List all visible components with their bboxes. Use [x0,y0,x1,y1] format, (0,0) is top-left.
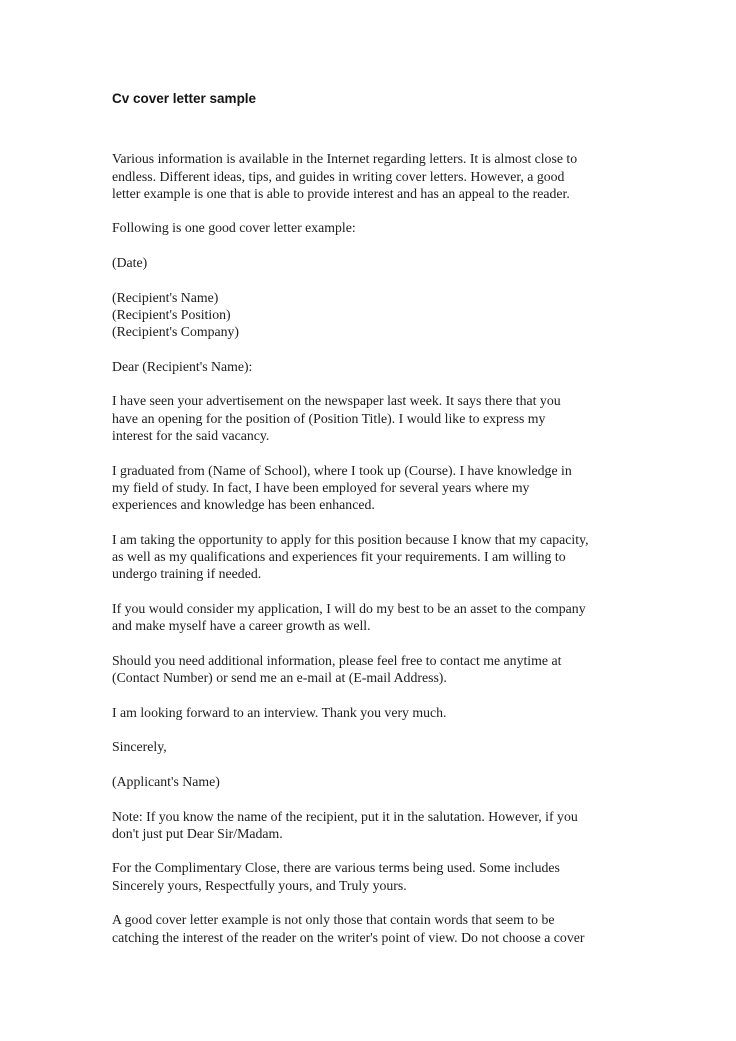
complimentary-close [112,738,652,755]
complimentary-close-tip [112,859,652,894]
text-line: experiences and knowledge has been enhanced. [112,497,375,513]
text-line: Note: If you know the name of the recipient, put it in the salutation. However, if you [112,808,578,824]
text-line: letter example is one that is able to provide interest and has an appeal to the reader. [112,185,570,201]
text-line: I have seen your advertisement on the newspaper last week. It says there that you [112,393,561,409]
text-line: undergo training if needed. [112,566,262,582]
lead-in-paragraph [112,219,652,236]
text-line: Sincerely yours, Respectfully yours, and Truly yours. [112,877,407,893]
text-line: (Recipient's Company) [112,324,240,340]
closing-line [112,704,652,721]
body-paragraph-4 [112,600,652,635]
text-line: For the Complimentary Close, there are various terms being used. Some includes [112,860,560,876]
final-paragraph [112,911,652,946]
text-line: (Contact Number) or send me an e-mail at (E-mail Address). [112,670,447,686]
text-line: don't just put Dear Sir/Madam. [112,825,283,841]
text-line: (Applicant's Name) [112,773,220,789]
text-line: I am looking forward to an interview. Thank you very much. [112,704,447,720]
recipient-block [112,289,652,341]
text-line: interest for the said vacancy. [112,428,270,444]
text-line: (Recipient's Name) [112,289,219,305]
document-body [112,150,652,946]
applicant-name-placeholder [112,773,652,790]
date-placeholder [112,254,652,271]
text-line: (Date) [112,255,148,271]
note-paragraph [112,808,652,843]
text-line: If you would consider my application, I will do my best to be an asset to the company [112,601,586,617]
text-line: Should you need additional information, please feel free to contact me anytime at [112,652,562,668]
text-line: I am taking the opportunity to apply for this position because I know that my capacity, [112,531,589,547]
text-line: catching the interest of the reader on the writer's point of view. Do not choose a cover [112,929,585,945]
text-line: Various information is available in the Internet regarding letters. It is almost close to [112,151,578,167]
body-paragraph-3 [112,531,652,583]
body-paragraph-2 [112,462,652,514]
text-line: and make myself have a career growth as well. [112,618,371,634]
text-line: Dear (Recipient's Name): [112,358,253,374]
body-paragraph-1 [112,392,652,444]
body-paragraph-5 [112,652,652,687]
text-line: I graduated from (Name of School), where I took up (Course). I have knowledge in [112,462,572,478]
text-line: my field of study. In fact, I have been employed for several years where my [112,479,530,495]
text-line: endless. Different ideas, tips, and guides in writing cover letters. However, a good [112,168,565,184]
document-title: Cv cover letter sample [112,91,257,106]
text-line: have an opening for the position of (Position Title). I would like to express my [112,410,546,426]
salutation [112,358,652,375]
text-line: as well as my qualifications and experiences fit your requirements. I am willing to [112,549,566,565]
document-content [112,90,652,963]
text-line: Sincerely, [112,739,167,755]
intro-paragraph [112,150,652,202]
text-line: (Recipient's Position) [112,306,231,322]
text-line: A good cover letter example is not only those that contain words that seem to be [112,912,555,928]
text-line: Following is one good cover letter example: [112,220,356,236]
